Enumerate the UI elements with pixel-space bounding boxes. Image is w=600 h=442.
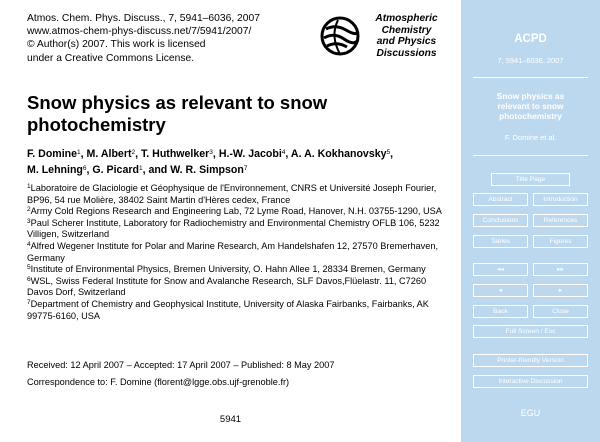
- header-citation: Atmos. Chem. Phys. Discuss., 7, 5941–6036, 2007: [27, 13, 260, 24]
- author-list: [27, 147, 447, 178]
- journal-logo: [318, 12, 454, 62]
- author: F. Domine$^1$,: [27, 148, 87, 160]
- fullscreen-button[interactable]: Full Screen / Esc: [473, 325, 588, 338]
- page-number: 5941: [219, 414, 242, 425]
- affiliation: $^1$Laboratoire de Glaciologie et Géophysique de l'Environnement, CNRS et Université Joseph Fourier, BP96, 54 rue Molière, 38402 Saint Martin d'Hères cedex, France: [27, 183, 437, 205]
- sidebar-paper-title: Snow physics as relevant to snow photochemistry: [496, 91, 565, 122]
- affiliation: $^6$WSL, Swiss Federal Institute for Snow and Avalanche Research, SLF Davos,Flüelastr. 11, C7260 Davos Dorf, Switzerland: [27, 275, 427, 298]
- journal-header: [27, 12, 260, 65]
- author: A. A. Kokhanovsky$^5$,: [290, 148, 394, 160]
- previous-page-button[interactable]: ◂: [473, 284, 528, 297]
- title-line: Snow physics as relevant to snow: [27, 92, 328, 113]
- affiliations: [27, 183, 452, 322]
- last-page-button[interactable]: ▸▸: [533, 263, 588, 276]
- publication-info: [27, 357, 452, 391]
- figures-button[interactable]: Figures: [533, 235, 588, 248]
- references-button[interactable]: References: [533, 214, 588, 227]
- divider: [473, 77, 588, 78]
- author: T. Huthwelker$^3$,: [141, 148, 219, 160]
- next-page-button[interactable]: ▸: [533, 284, 588, 297]
- globe-icon: [318, 14, 362, 58]
- logo-line: and Physics: [376, 36, 437, 48]
- correspondence: Correspondence to: F. Domine (florent@lgge.obs.ujf-grenoble.fr): [27, 377, 290, 387]
- conclusions-button[interactable]: Conclusions: [473, 214, 528, 227]
- title-line: photochemistry: [27, 114, 166, 135]
- header-copyright: © Author(s) 2007. This work is licensed: [27, 39, 206, 51]
- author: M. Albert$^2$,: [86, 148, 141, 160]
- logo-text: [359, 13, 454, 59]
- logo-line: Discussions: [376, 47, 437, 59]
- close-button[interactable]: Close: [533, 305, 588, 318]
- printer-friendly-button[interactable]: Printer-friendly Version: [473, 354, 588, 367]
- interactive-discussion-button[interactable]: Interactive Discussion: [473, 375, 588, 388]
- affiliation: $^4$Alfred Wegener Institute for Polar and Marine Research, Am Handelshafen 12, 27570 Bremerhaven, Germany: [27, 240, 438, 263]
- author: H.-W. Jacobi$^4$,: [218, 148, 291, 160]
- header-url[interactable]: www.atmos-chem-phys-discuss.net/7/5941/2007/: [27, 26, 252, 38]
- abstract-button[interactable]: Abstract: [473, 193, 528, 206]
- divider: [473, 155, 588, 156]
- affiliation: $^2$Army Cold Regions Research and Engineering Lab, 72 Lyme Road, Hanover, N.H. 03755-1290, USA: [27, 206, 442, 217]
- header-license: under a Creative Commons License.: [27, 52, 195, 64]
- affiliation: $^5$Institute of Environmental Physics, Bremen University, O. Hahn Allee 1, 28334 Bremen, Germany: [27, 264, 426, 275]
- journal-acronym: ACPD: [514, 33, 547, 45]
- logo-line: Atmospheric: [375, 13, 438, 24]
- back-button[interactable]: Back: [473, 305, 528, 318]
- logo-line: Chemistry: [381, 24, 432, 36]
- egu-label: EGU: [520, 408, 541, 418]
- tables-button[interactable]: Tables: [473, 235, 528, 248]
- author: M. Lehning$^6$,: [27, 163, 93, 176]
- affiliation: $^7$Department of Chemistry and Geophysical Institute, University of Alaska Fairbanks, Fairbanks, AK 99775-6160, USA: [27, 298, 429, 321]
- affiliation: $^3$Paul Scherer Institute, Laboratory for Radiochemistry and Environmental Chemistry OFLB 106, 5232 Villigen, Switzerland: [27, 217, 440, 240]
- introduction-button[interactable]: Introduction: [533, 193, 588, 206]
- sidebar-authors: F. Domine et al.: [504, 133, 557, 142]
- received-dates: Received: 12 April 2007 – Accepted: 17 April 2007 – Published: 8 May 2007: [27, 360, 335, 370]
- first-page-button[interactable]: ◂◂: [473, 263, 528, 276]
- paper-title: [27, 92, 447, 136]
- author: W. R. Simpson$^7$: [170, 163, 248, 176]
- volume-info: 7, 5941–6036, 2007: [497, 56, 564, 65]
- title-page-button[interactable]: Title Page: [491, 173, 570, 186]
- sidebar: [461, 0, 600, 442]
- author: G. Picard$^1$, and: [92, 163, 171, 176]
